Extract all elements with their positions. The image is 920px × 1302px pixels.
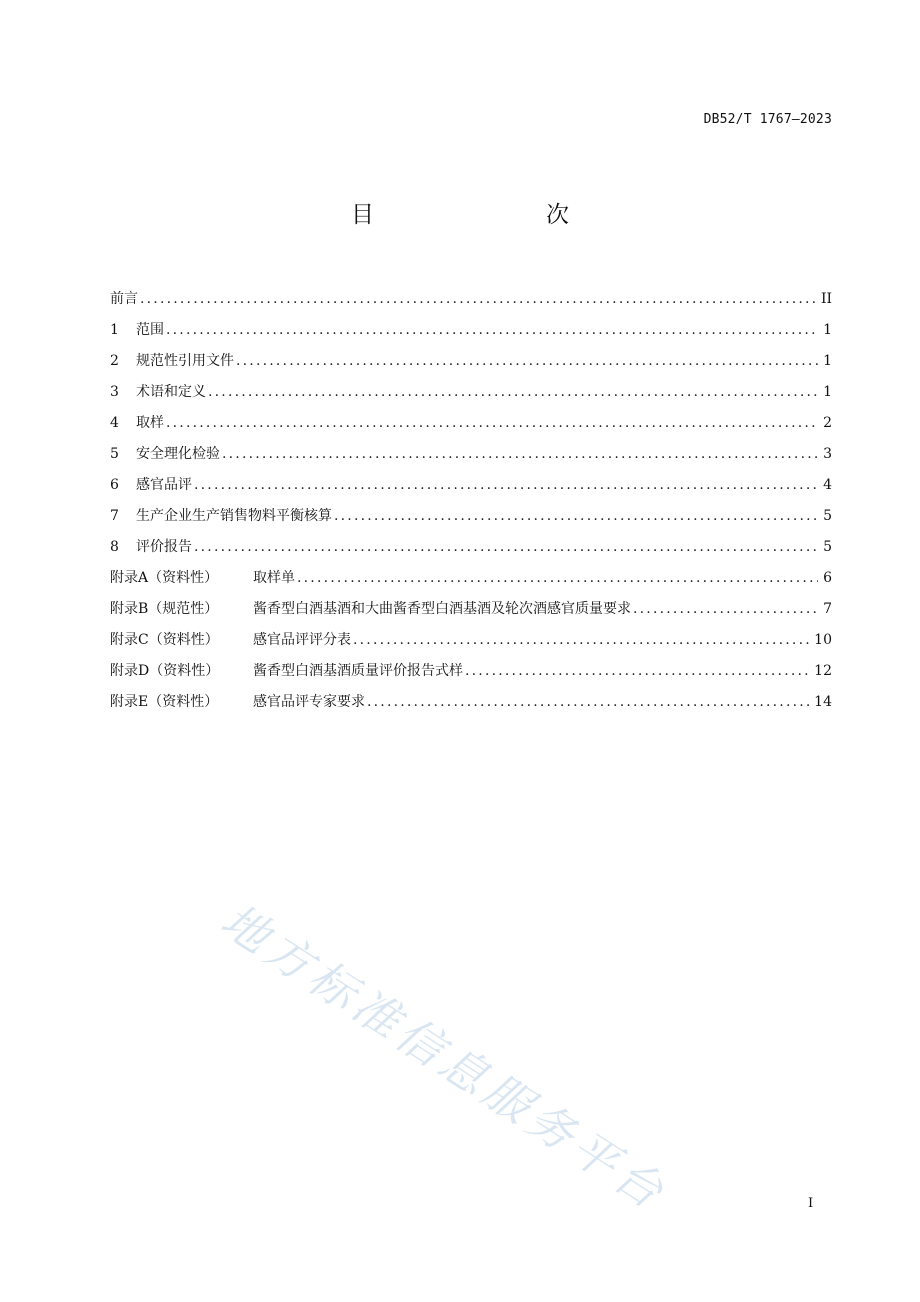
toc-leader-dots: [166, 319, 818, 341]
toc-leader-dots: [633, 598, 818, 620]
toc-entry-page: 2: [823, 415, 832, 431]
toc-appendix-prefix: 附录B（规范性）: [110, 601, 219, 617]
toc-entry-label: 规范性引用文件: [136, 353, 234, 369]
toc-entry-normative-references[interactable]: [110, 341, 832, 372]
toc-entry-label: 感官品评评分表: [253, 632, 351, 648]
toc-entry-label: 酱香型白酒基酒和大曲酱香型白酒基酒及轮次酒感官质量要求: [253, 601, 631, 617]
toc-entry-page: 5: [823, 508, 832, 524]
toc-entry-evaluation-report[interactable]: [110, 527, 832, 558]
toc-appendix-prefix: 附录A（资料性）: [110, 570, 219, 586]
toc-entry-page: 1: [823, 384, 832, 400]
toc-leader-dots: [208, 381, 818, 403]
toc-leader-dots: [367, 691, 809, 713]
toc-leader-dots: [334, 505, 818, 527]
standard-code: DB52/T 1767—2023: [703, 112, 832, 127]
toc-leader-dots: [194, 474, 818, 496]
page-title: 目 次: [351, 202, 611, 228]
toc-appendix-prefix: 附录C（资料性）: [110, 632, 219, 648]
watermark: 地方标准信息服务平台: [211, 892, 678, 1222]
table-of-contents: [110, 279, 832, 713]
toc-appendix-prefix: 附录D（资料性）: [110, 663, 220, 679]
toc-entry-number: 3: [110, 384, 119, 400]
toc-entry-terms-definitions[interactable]: [110, 372, 832, 403]
toc-entry-page: 1: [823, 353, 832, 369]
toc-entry-appendix-b[interactable]: [110, 589, 832, 620]
toc-entry-label: 术语和定义: [136, 384, 206, 400]
toc-entry-page: 5: [823, 539, 832, 555]
toc-entry-sampling[interactable]: [110, 403, 832, 434]
toc-entry-appendix-a[interactable]: [110, 558, 832, 589]
toc-entry-number: 7: [110, 508, 119, 524]
toc-entry-number: 8: [110, 539, 119, 555]
toc-entry-number: 5: [110, 446, 119, 462]
toc-entry-label: 范围: [136, 322, 164, 338]
toc-entry-label: 酱香型白酒基酒质量评价报告式样: [253, 663, 463, 679]
toc-entry-label: 感官品评专家要求: [253, 694, 365, 710]
toc-entry-page: 12: [814, 663, 832, 679]
toc-entry-appendix-c[interactable]: [110, 620, 832, 651]
toc-appendix-prefix: 附录E（资料性）: [110, 694, 219, 710]
toc-entry-number: 6: [110, 477, 119, 493]
toc-entry-page: 3: [823, 446, 832, 462]
toc-entry-label: 感官品评: [136, 477, 192, 493]
toc-entry-number: 1: [110, 322, 119, 338]
page-number: I: [808, 1196, 814, 1211]
toc-entry-material-balance[interactable]: [110, 496, 832, 527]
toc-entry-foreword[interactable]: [110, 279, 832, 310]
toc-entry-page: 10: [814, 632, 832, 648]
toc-entry-appendix-d[interactable]: [110, 651, 832, 682]
toc-entry-page: 6: [823, 570, 832, 586]
toc-entry-page: 14: [814, 694, 832, 710]
toc-entry-page: 1: [823, 322, 832, 338]
toc-leader-dots: [194, 536, 818, 558]
toc-entry-label: 前言: [110, 291, 138, 307]
toc-entry-appendix-e[interactable]: [110, 682, 832, 713]
toc-leader-dots: [353, 629, 809, 651]
toc-entry-label: 取样单: [253, 570, 295, 586]
toc-entry-safety-testing[interactable]: [110, 434, 832, 465]
toc-entry-page: 7: [823, 601, 832, 617]
toc-leader-dots: [166, 412, 818, 434]
toc-entry-label: 评价报告: [136, 539, 192, 555]
toc-leader-dots: [140, 288, 816, 310]
toc-leader-dots: [465, 660, 809, 682]
toc-entry-label: 安全理化检验: [136, 446, 220, 462]
toc-entry-label: 生产企业生产销售物料平衡核算: [136, 508, 332, 524]
toc-leader-dots: [236, 350, 818, 372]
toc-entry-number: 2: [110, 353, 119, 369]
toc-entry-number: 4: [110, 415, 119, 431]
toc-entry-label: 取样: [136, 415, 164, 431]
toc-entry-scope[interactable]: [110, 310, 832, 341]
toc-entry-page: II: [820, 291, 832, 307]
toc-leader-dots: [297, 567, 818, 589]
toc-entry-page: 4: [823, 477, 832, 493]
toc-entry-sensory-evaluation[interactable]: [110, 465, 832, 496]
toc-leader-dots: [222, 443, 818, 465]
